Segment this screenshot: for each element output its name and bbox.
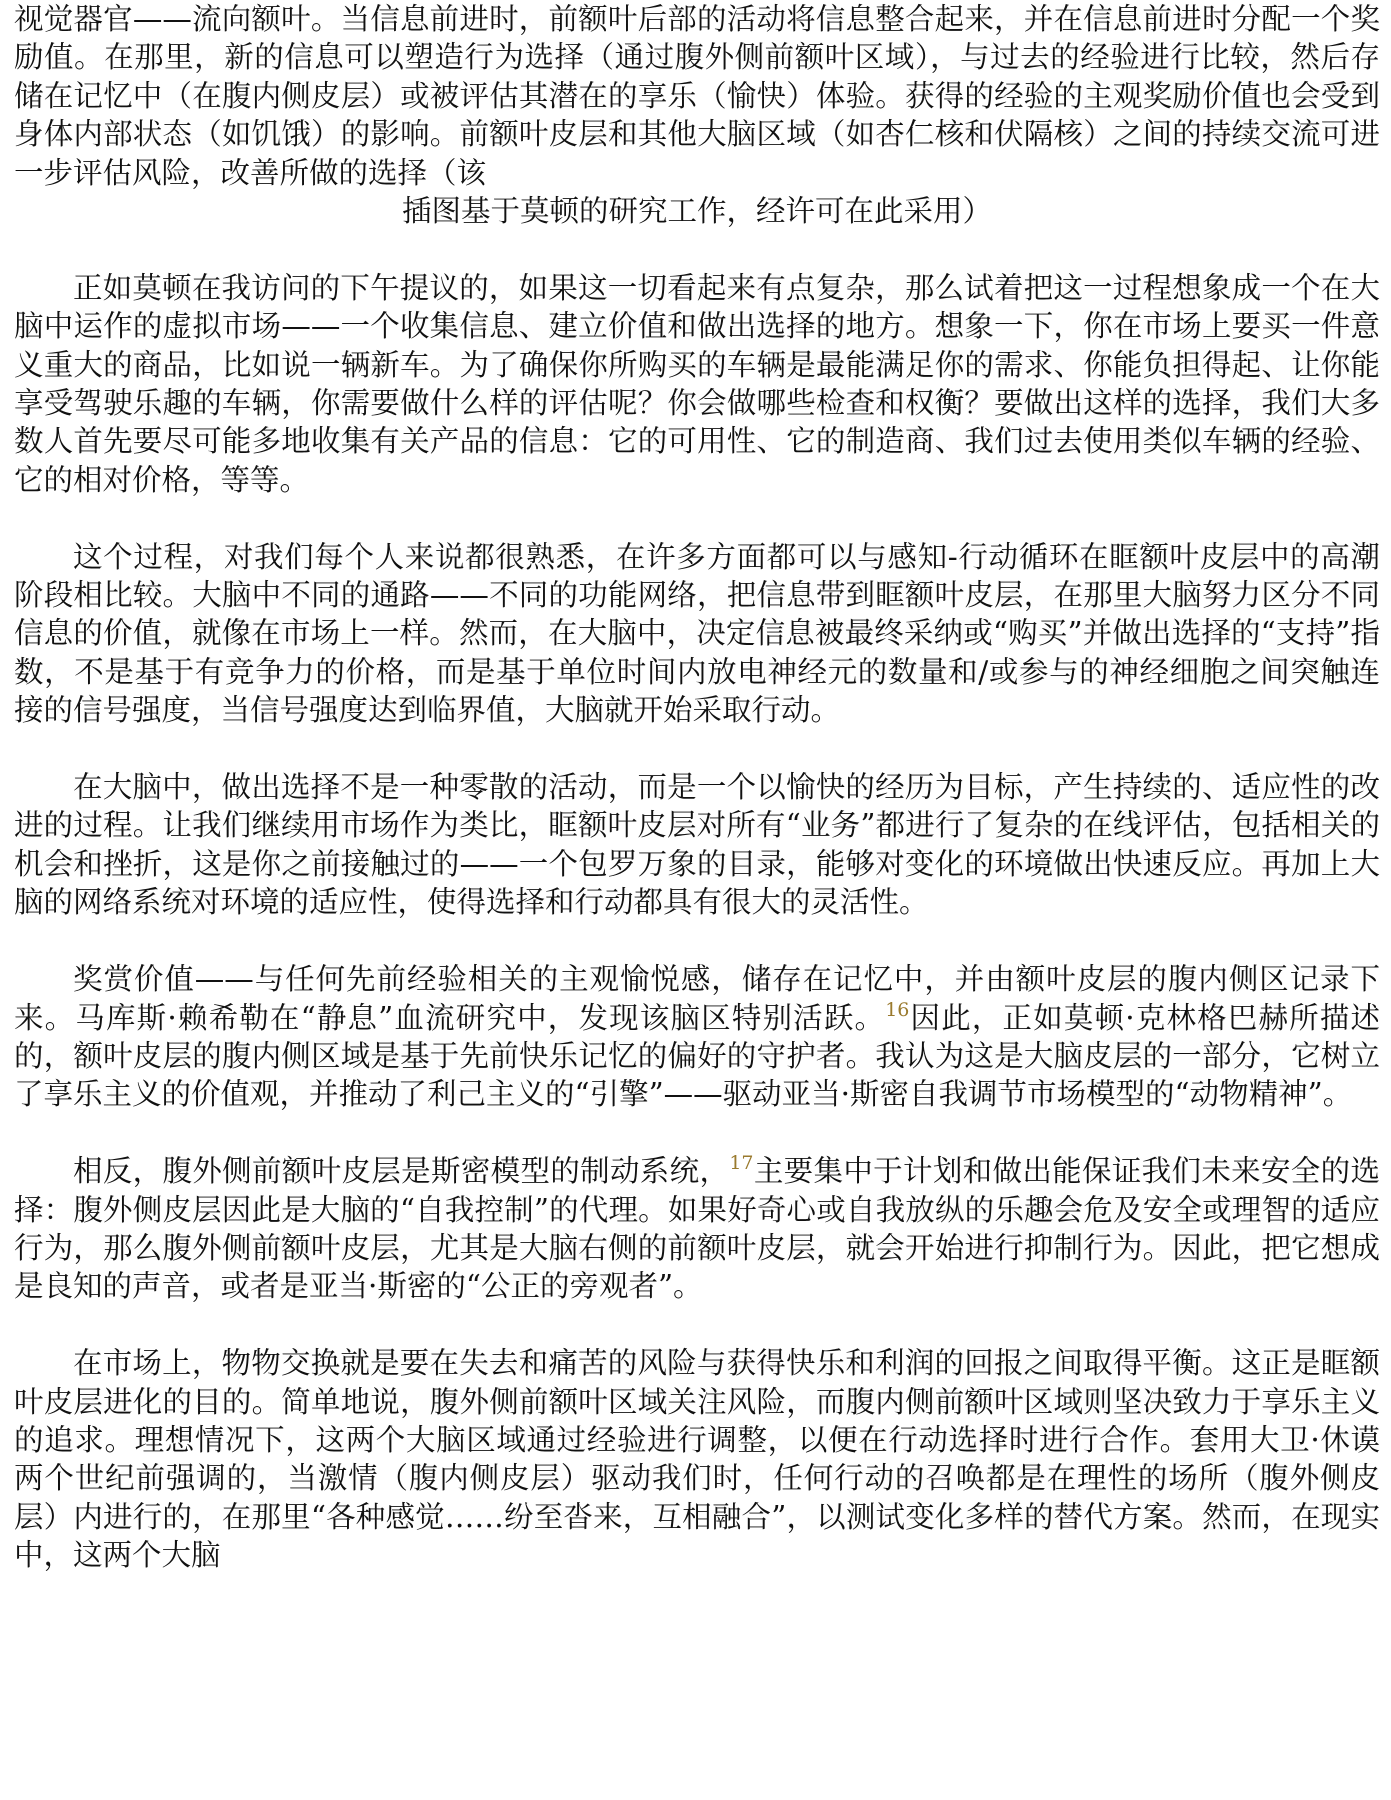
- footnote-link-17[interactable]: 17: [729, 1152, 754, 1175]
- figure-caption-last-line: 插图基于莫顿的研究工作，经许可在此采用）: [401, 194, 992, 229]
- paragraph-choice-process: [14, 768, 1380, 922]
- paragraph-text-before-footnote: 奖赏价值——与任何先前经验相关的主观愉悦感，储存在记忆中，并由额叶皮层的腹内侧区记录下来。马库斯·赖希勒在“静息”血流研究中，发现该脑区特别活跃。: [14, 962, 1380, 1035]
- paragraph-perception-action-cycle: [14, 538, 1380, 730]
- paragraph-text-before-footnote: 相反，腹外侧前额叶皮层是斯密模型的制动系统，: [73, 1154, 730, 1189]
- paragraph-text: 在大脑中，做出选择不是一种零散的活动，而是一个以愉快的经历为目标，产生持续的、适应性的改进的过程。让我们继续用市场作为类比，眶额叶皮层对所有“业务”都进行了复杂的在线评估，包括相关的机会和挫折，这是你之前接触过的——一个包罗万象的目录，能够对变化的环境做出快速反应。再加上大脑的网络系统对环境的适应性，使得选择和行动都具有很大的灵活性。: [14, 770, 1380, 920]
- paragraph-text-after-footnote: 因此，正如莫顿·克林格巴赫所描述的，额叶皮层的腹内侧区域是基于先前快乐记忆的偏好的守护者。我认为这是大脑皮层的一部分，它树立了享乐主义的价值观，并推动了利己主义的“引擎”——驱动亚当·斯密自我调节市场模型的“动物精神”。: [14, 1000, 1380, 1112]
- paragraph-barter-balance: [14, 1344, 1380, 1574]
- paragraph-market-analogy: [14, 269, 1380, 499]
- footnote-link-16[interactable]: 16: [885, 998, 910, 1021]
- paragraph-text-after-footnote: 主要集中于计划和做出能保证我们未来安全的选择：腹外侧皮层因此是大脑的“自我控制”的代理。如果好奇心或自我放纵的乐趣会危及安全或理智的适应行为，那么腹外侧前额叶皮层，尤其是大脑右侧的前额叶皮层，就会开始进行抑制行为。因此，把它想成是良知的声音，或者是亚当·斯密的“公正的旁观者”。: [14, 1154, 1380, 1304]
- paragraph-text: 这个过程，对我们每个人来说都很熟悉，在许多方面都可以与感知-行动循环在眶额叶皮层中的高潮阶段相比较。大脑中不同的通路——不同的功能网络，把信息带到眶额叶皮层，在那里大脑努力区分不同信息的价值，就像在市场上一样。然而，在大脑中，决定信息被最终采纳或“购买”并做出选择的“支持”指数，不是基于有竞争力的价格，而是基于单位时间内放电神经元的数量和/或参与的神经细胞之间突触连接的信号强度，当信号强度达到临界值，大脑就开始采取行动。: [14, 539, 1380, 728]
- paragraph-text: 正如莫顿在我访问的下午提议的，如果这一切看起来有点复杂，那么试着把这一过程想象成一个在大脑中运作的虚拟市场——一个收集信息、建立价值和做出选择的地方。想象一下，你在市场上要买一件意义重大的商品，比如说一辆新车。为了确保你所购买的车辆是最能满足你的需求、你能负担得起、让你能享受驾驶乐趣的车辆，你需要做什么样的评估呢？你会做哪些检查和权衡？要做出这样的选择，我们大多数人首先要尽可能多地收集有关产品的信息：它的可用性、它的制造商、我们过去使用类似车辆的经验、它的相对价格，等等。: [14, 270, 1380, 497]
- paragraph-braking-system: [14, 1152, 1380, 1306]
- figure-caption-text: 视觉器官——流向额叶。当信息前进时，前额叶后部的活动将信息整合起来，并在信息前进时分配一个奖励值。在那里，新的信息可以塑造行为选择（通过腹外侧前额叶区域），与过去的经验进行比较，然后存储在记忆中（在腹内侧皮层）或被评估其潜在的享乐（愉快）体验。获得的经验的主观奖励价值也会受到身体内部状态（如饥饿）的影响。前额叶皮层和其他大脑区域（如杏仁核和伏隔核）之间的持续交流可进一步评估风险，改善所做的选择（该: [14, 2, 1380, 190]
- paragraph-reward-value: [14, 960, 1380, 1114]
- book-page: [14, 0, 1380, 1800]
- paragraph-text: 在市场上，物物交换就是要在失去和痛苦的风险与获得快乐和利润的回报之间取得平衡。这正是眶额叶皮层进化的目的。简单地说，腹外侧前额叶区域关注风险，而腹内侧前额叶区域则坚决致力于享乐主义的追求。理想情况下，这两个大脑区域通过经验进行调整，以便在行动选择时进行合作。套用大卫·休谟两个世纪前强调的，当激情（腹内侧皮层）驱动我们时，任何行动的召唤都是在理性的场所（腹外侧皮层）内进行的，在那里“各种感觉……纷至沓来，互相融合”，以测试变化多样的替代方案。然而，在现实中，这两个大脑: [14, 1346, 1380, 1573]
- figure-caption: [14, 0, 1380, 230]
